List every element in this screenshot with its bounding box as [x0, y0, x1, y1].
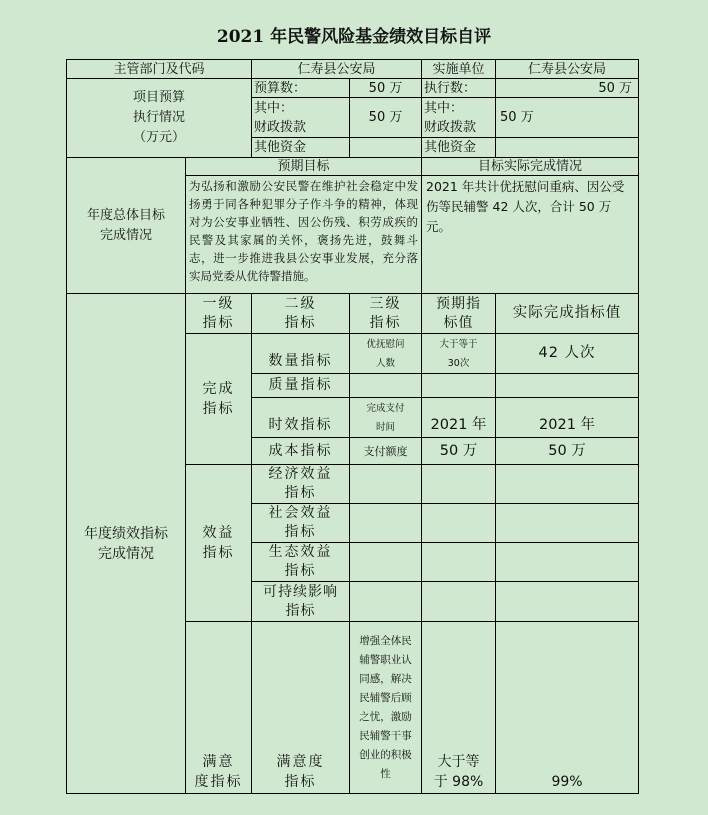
economic-expected [422, 465, 496, 504]
actual-goal-header: 目标实际完成情况 [422, 158, 639, 176]
col-actual: 实际完成指标值 [496, 294, 639, 334]
quality-expected [422, 374, 496, 398]
col-expected: 预期指 标值 [422, 294, 496, 334]
goal-header-row [67, 158, 639, 176]
unit-label: 实施单位 [422, 60, 496, 79]
page-title: 2021 年民警风险基金绩效目标自评 [216, 27, 492, 47]
social-level2: 社会效益 指标 [252, 504, 350, 543]
social-expected [422, 504, 496, 543]
satisfaction-level2: 满意度 指标 [252, 622, 350, 794]
other-budget [350, 138, 422, 158]
quality-level2: 质量指标 [252, 374, 350, 398]
exec-label: 执行数： [422, 79, 496, 98]
ecological-level3 [350, 543, 422, 582]
fiscal-label: 其中： 财政拨款 [252, 98, 350, 138]
other-exec [496, 138, 639, 158]
expected-goal-header: 预期目标 [186, 158, 422, 176]
quantity-level3: 优抚慰问 人数 [350, 334, 422, 374]
header-row [67, 60, 639, 79]
timeliness-level3: 完成支付 时间 [350, 398, 422, 438]
perf-section-label: 年度绩效指标 完成情况 [67, 294, 186, 794]
ecological-expected [422, 543, 496, 582]
col-level3: 三级 指标 [350, 294, 422, 334]
fiscal-exec: 50 万 [496, 98, 639, 138]
social-actual [496, 504, 639, 543]
benefit-label: 效益 指标 [186, 465, 252, 622]
fiscal-exec-label: 其中： 财政拨款 [422, 98, 496, 138]
timeliness-actual: 2021 年 [496, 398, 639, 438]
expected-goal-text: 为弘扬和激励公安民警在维护社会稳定中发扬勇于同各种犯罪分子作斗争的精神，体现对为公安事业牺牲、因公伤残、积劳成疾的民警及其家属的关怀，褒扬先进，鼓舞斗志，进一步推进我县公安事业发展，充分落实局党委从优待警措施。 [186, 176, 422, 294]
cost-actual: 50 万 [496, 438, 639, 465]
quality-actual [496, 374, 639, 398]
sustainable-level3 [350, 582, 422, 622]
other-exec-label: 其他资金 [422, 138, 496, 158]
perf-header-row [67, 294, 639, 334]
quality-level3 [350, 374, 422, 398]
other-label: 其他资金 [252, 138, 350, 158]
budget-section-label: 项目预算 执行情况 （万元） [67, 79, 252, 158]
dept-value: 仁寿县公安局 [252, 60, 422, 79]
social-level3 [350, 504, 422, 543]
sustainable-actual [496, 582, 639, 622]
quantity-level2: 数量指标 [252, 334, 350, 374]
fiscal-budget: 50 万 [350, 98, 422, 138]
ecological-level2: 生态效益 指标 [252, 543, 350, 582]
sustainable-expected [422, 582, 496, 622]
timeliness-level2: 时效指标 [252, 398, 350, 438]
satisfaction-actual: 99% [496, 622, 639, 794]
timeliness-expected: 2021 年 [422, 398, 496, 438]
ecological-actual [496, 543, 639, 582]
budget-label: 预算数： [252, 79, 350, 98]
budget-row [67, 79, 639, 98]
cost-level3: 支付额度 [350, 438, 422, 465]
economic-level2: 经济效益 指标 [252, 465, 350, 504]
actual-goal-text: 2021 年共计优抚慰问重病、因公受伤等民辅警 42 人次，合计 50 万元。 [422, 176, 639, 294]
economic-level3 [350, 465, 422, 504]
dept-label: 主管部门及代码 [67, 60, 252, 79]
economic-actual [496, 465, 639, 504]
quantity-expected: 大于等于 30次 [422, 334, 496, 374]
col-level1: 一级 指标 [186, 294, 252, 334]
quantity-actual: 42 人次 [496, 334, 639, 374]
exec-value: 50 万 [496, 79, 639, 98]
evaluation-table [66, 59, 639, 794]
goal-section-label: 年度总体目标 完成情况 [67, 158, 186, 294]
col-level2: 二级 指标 [252, 294, 350, 334]
unit-value: 仁寿县公安局 [496, 60, 639, 79]
cost-expected: 50 万 [422, 438, 496, 465]
budget-value: 50 万 [350, 79, 422, 98]
satisfaction-level3: 增强全体民辅警职业认同感，解决民辅警后顾之忧，激励民辅警干事创业的积极性 [350, 622, 422, 794]
satisfaction-label: 满意 度指标 [186, 622, 252, 794]
satisfaction-expected: 大于等 于 98% [422, 622, 496, 794]
cost-level2: 成本指标 [252, 438, 350, 465]
sustainable-level2: 可持续影响 指标 [252, 582, 350, 622]
completion-label: 完成 指标 [186, 334, 252, 465]
